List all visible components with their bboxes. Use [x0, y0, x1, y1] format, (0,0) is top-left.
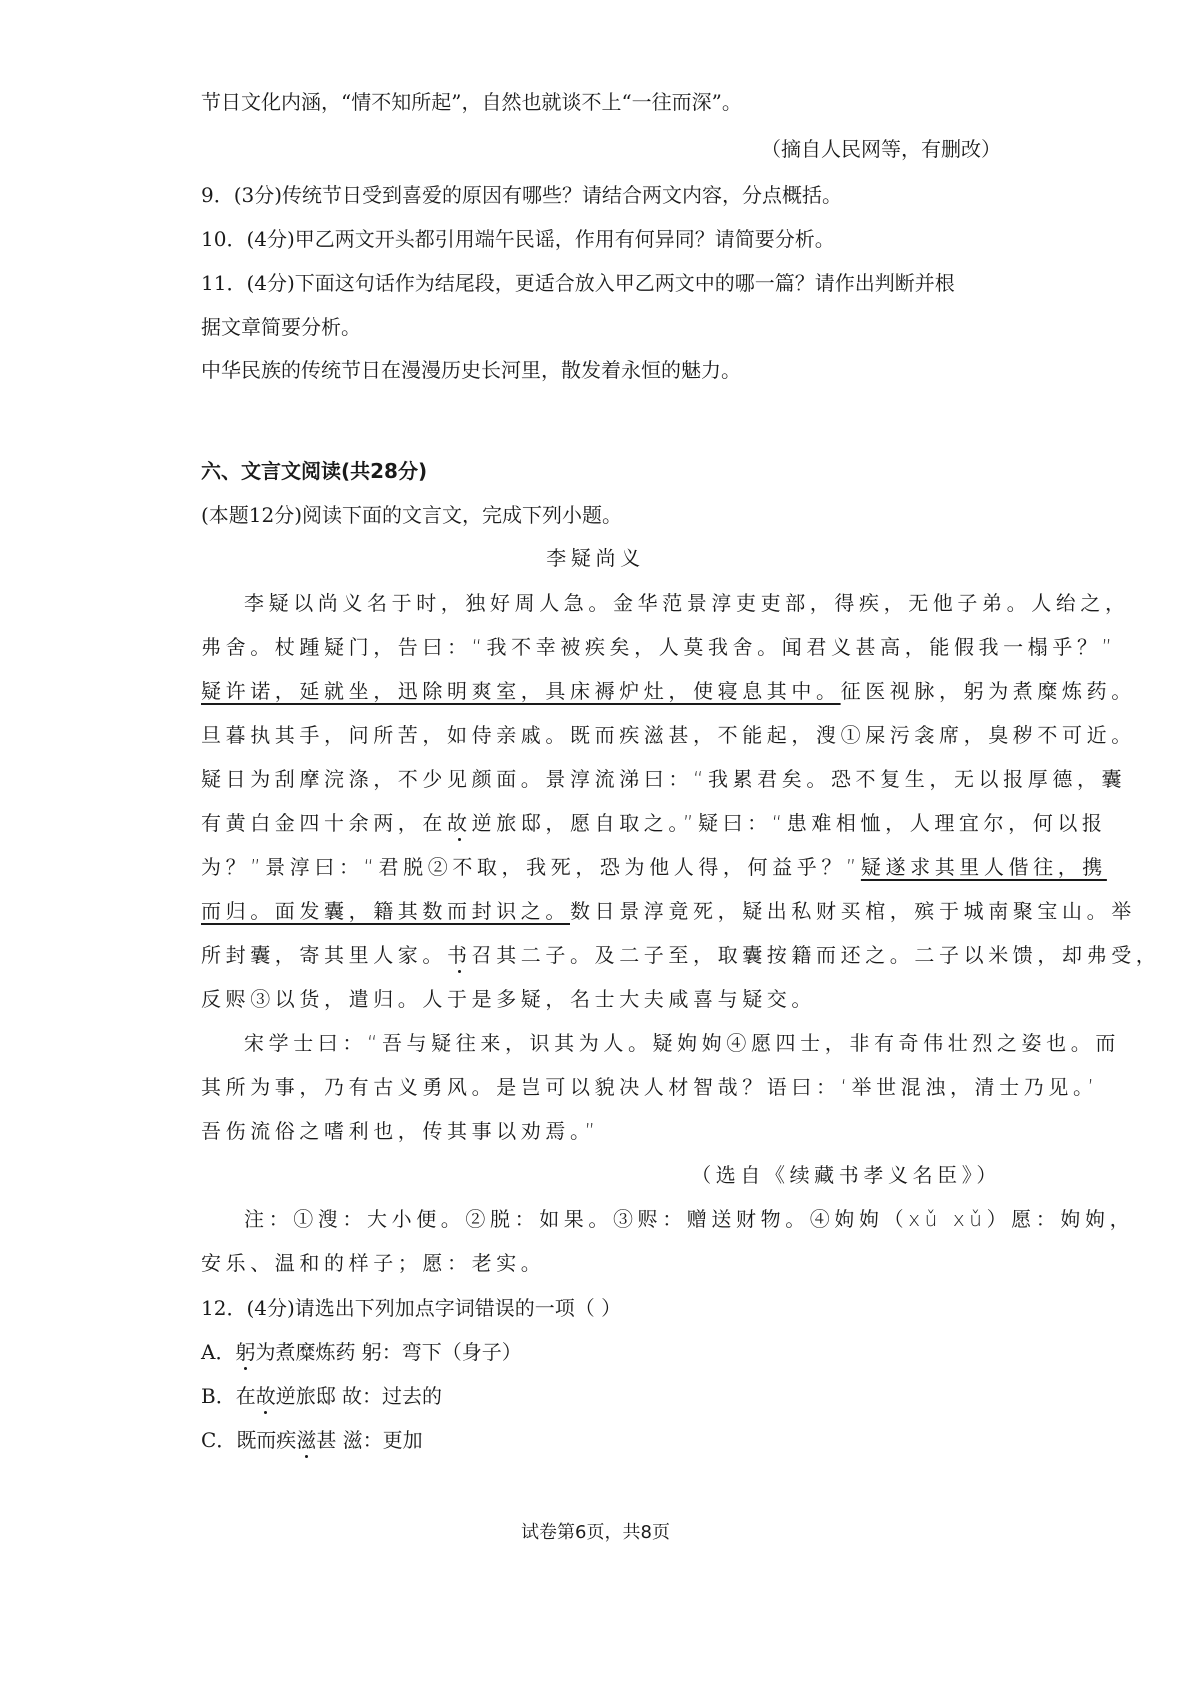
page-footer: 试卷第6页，共8页: [521, 1522, 670, 1543]
section-heading: 六、文言文阅读(共28分): [201, 459, 428, 483]
passage-source: （选自《续藏书孝义名臣》）: [691, 1163, 1001, 1187]
question-11-sentence: 中华民族的传统节日在漫漫历史长河里，散发着永恒的魅力。: [201, 358, 741, 382]
passage-title: 李疑尚义: [546, 546, 645, 570]
passage-line: 而归。面发囊，籍其数而封识之。数日景淳竟死，疑出私财买棺，殡于城南聚宝山。举: [201, 899, 1136, 923]
dotted-character: 故: [447, 811, 472, 835]
question-12-stem: 12．(4分)请选出下列加点字词错误的一项（ ）: [201, 1296, 622, 1320]
passage-line: 所封囊，寄其里人家。书召其二子。及二子至，取囊按籍而还之。二子以米馈，却弗受，: [201, 943, 1161, 967]
passage-line: 吾伤流俗之嗜利也，传其事以劝焉。”: [201, 1119, 600, 1143]
continued-paragraph-line: 节日文化内涵，“情不知所起”，自然也就谈不上“一往而深”。: [201, 90, 742, 114]
annotation-line: 安乐、温和的样子；愿：老实。: [201, 1251, 546, 1275]
choice-option-a[interactable]: A．躬为煮糜炼药 躬：弯下（身子）: [201, 1340, 522, 1364]
choice-option-b[interactable]: B．在故逆旅邸 故：过去的: [201, 1384, 443, 1408]
source-citation: （摘自人民网等，有删改）: [761, 137, 1001, 161]
passage-line: 疑许诺，延就坐，迅除明爽室，具床褥炉灶，使寝息其中。征医视脉，躬为煮糜炼药。: [201, 679, 1136, 703]
question-9: 9．(3分)传统节日受到喜爱的原因有哪些？请结合两文内容，分点概括。: [201, 183, 843, 207]
passage-line: 旦暮执其手，问所苦，如侍亲戚。既而疾滋甚，不能起，溲①屎污衾席，臭秽不可近。: [201, 723, 1136, 747]
dotted-character: 故: [255, 1384, 276, 1408]
dotted-character: 书: [447, 943, 472, 967]
annotation-line: 注：①溲：大小便。②脱：如果。③赆：赠送财物。④姁姁（xǔ xǔ）愿：姁姁，: [244, 1207, 1135, 1231]
dotted-character: 滋: [296, 1428, 317, 1452]
underlined-sentence: 疑遂求其里人偕往，携: [860, 855, 1107, 879]
underlined-sentence: 而归。面发囊，籍其数而封识之。: [201, 899, 570, 923]
choice-option-c[interactable]: C．既而疾滋甚 滋：更加: [201, 1428, 423, 1452]
passage-line: 弗舍。杖踵疑门，告曰：“我不幸被疾矣，人莫我舍。闻君义甚高，能假我一榻乎？”: [201, 635, 1117, 659]
passage-line: 反赆③以货，遣归。人于是多疑，名士大夫咸喜与疑交。: [201, 987, 816, 1011]
dotted-character: 躬: [235, 1340, 256, 1364]
question-11-line-2: 据文章简要分析。: [201, 315, 361, 339]
passage-line: 李疑以尚义名于时，独好周人急。金华范景淳吏吏部，得疾，无他子弟。人绐之，: [244, 591, 1130, 615]
passage-line: 有黄白金四十余两，在故逆旅邸，愿自取之。”疑曰：“患难相恤，人理宜尔，何以报: [201, 811, 1107, 835]
section-instruction: (本题12分)阅读下面的文言文，完成下列小题。: [201, 503, 623, 527]
question-11-line-1: 11．(4分)下面这句话作为结尾段，更适合放入甲乙两文中的哪一篇？请作出判断并根: [201, 271, 955, 295]
passage-line: 为？”景淳曰：“君脱②不取，我死，恐为他人得，何益乎？”疑遂求其里人偕往，携: [201, 855, 1107, 879]
passage-line: 其所为事，乃有古义勇风。是岂可以貌决人材智哉？语曰：‘举世混浊，清士乃见。’: [201, 1075, 1099, 1099]
question-10: 10．(4分)甲乙两文开头都引用端午民谣，作用有何异同？请简要分析。: [201, 227, 835, 251]
underlined-sentence: 疑许诺，延就坐，迅除明爽室，具床褥炉灶，使寝息其中。: [201, 679, 841, 703]
passage-line: 宋学士曰：“吾与疑往来，识其为人。疑姁姁④愿四士，非有奇伟壮烈之姿也。而: [244, 1031, 1120, 1055]
passage-line: 疑日为刮摩浣涤，不少见颜面。景淳流涕曰：“我累君矣。恐不复生，无以报厚德，囊: [201, 767, 1127, 791]
